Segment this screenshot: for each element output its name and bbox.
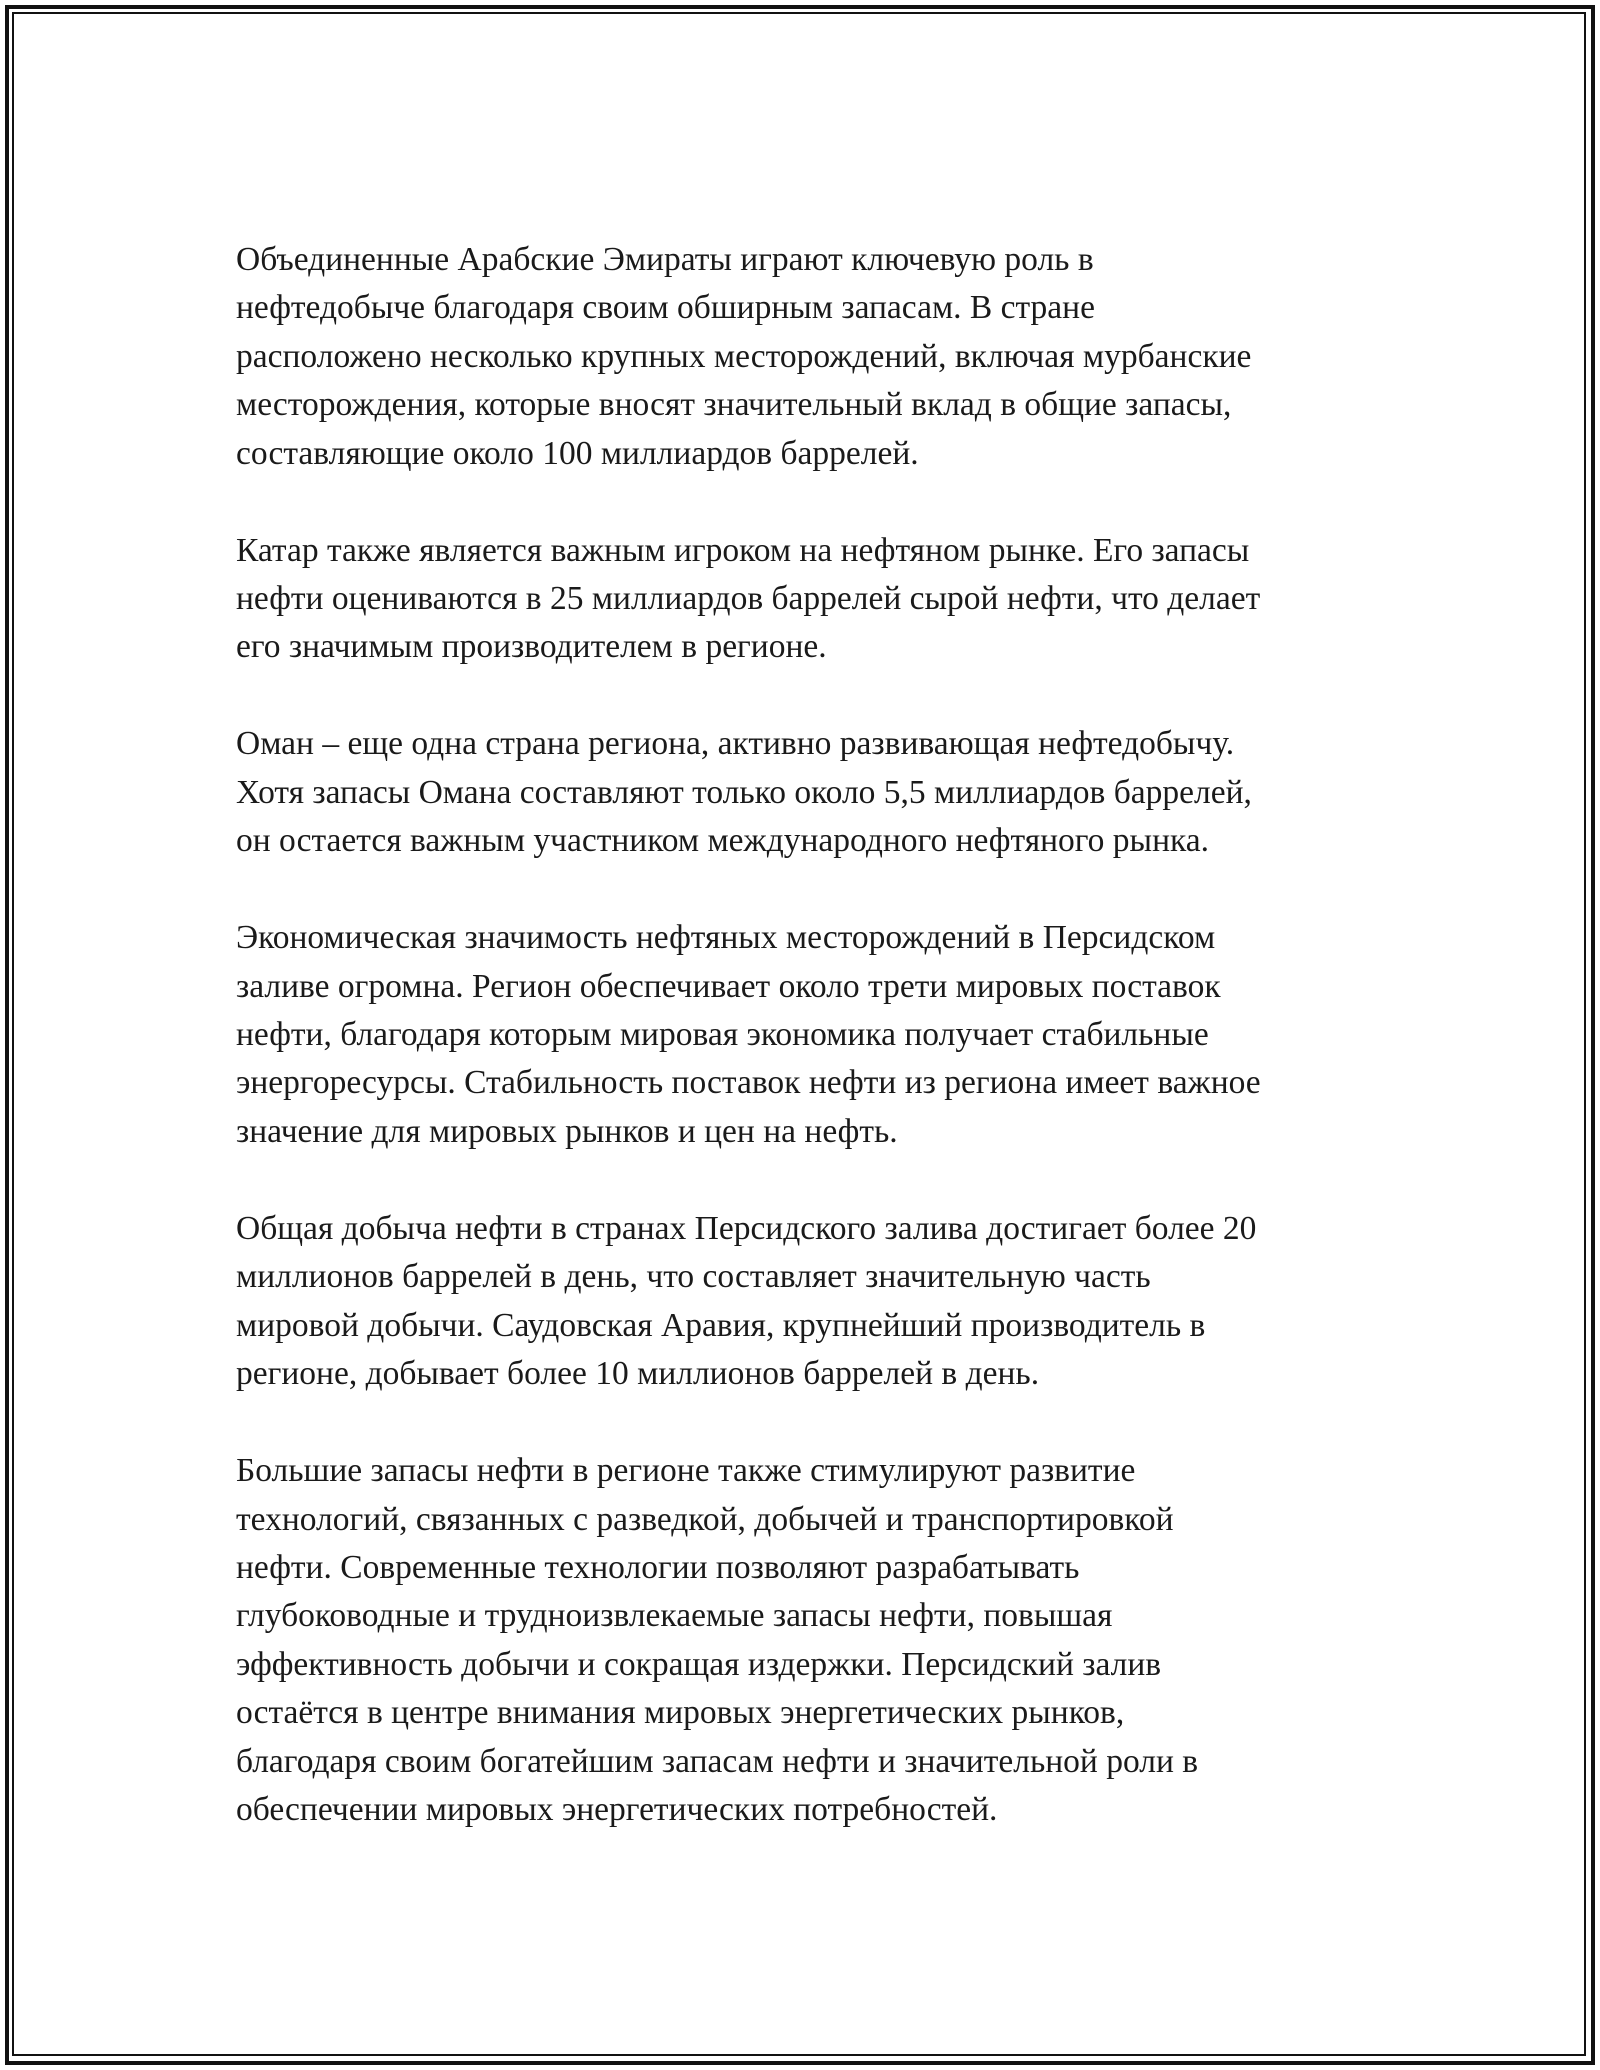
paragraph-oman bbox=[236, 720, 1376, 865]
paragraph-economic-significance bbox=[236, 914, 1376, 1156]
text-line: Экономическая значимость нефтяных месторождений в Персидском bbox=[236, 919, 1216, 957]
text-line: Катар также является важным игроком на нефтяном рынке. Его запасы bbox=[236, 531, 1250, 569]
text-line: нефти. Современные технологии позволяют разрабатывать bbox=[236, 1548, 1080, 1586]
text-line: Оман – еще одна страна региона, активно развивающая нефтедобычу. bbox=[236, 725, 1235, 763]
text-line: остаётся в центре внимания мировых энергетических рынков, bbox=[236, 1694, 1125, 1732]
text-line: нефти оцениваются в 25 миллиардов баррелей сырой нефти, что делает bbox=[236, 580, 1261, 618]
text-line: Общая добыча нефти в странах Персидского залива достигает более 20 bbox=[236, 1209, 1257, 1247]
text-line: энергоресурсы. Стабильность поставок нефти из региона имеет важное bbox=[236, 1064, 1261, 1102]
text-line: месторождения, которые вносят значительный вклад в общие запасы, bbox=[236, 386, 1232, 424]
text-line: эффективность добычи и сокращая издержки. Персидский залив bbox=[236, 1645, 1162, 1683]
text-line: его значимым производителем в регионе. bbox=[236, 628, 827, 666]
paragraph-technology bbox=[236, 1447, 1376, 1834]
text-line: обеспечении мировых энергетических потребностей. bbox=[236, 1790, 998, 1828]
document-body bbox=[236, 236, 1376, 1883]
paragraph-total-production bbox=[236, 1205, 1376, 1399]
text-line: нефти, благодаря которым мировая экономика получает стабильные bbox=[236, 1016, 1209, 1054]
text-line: расположено несколько крупных месторождений, включая мурбанские bbox=[236, 337, 1252, 375]
text-line: миллионов баррелей в день, что составляет значительную часть bbox=[236, 1258, 1151, 1296]
text-line: Большие запасы нефти в регионе также стимулируют развитие bbox=[236, 1452, 1136, 1490]
text-line: Объединенные Арабские Эмираты играют ключевую роль в bbox=[236, 241, 1094, 278]
text-line: Хотя запасы Омана составляют только около 5,5 миллиардов баррелей, bbox=[236, 773, 1252, 811]
paragraph-qatar bbox=[236, 527, 1376, 672]
text-line: он остается важным участником международного нефтяного рынка. bbox=[236, 822, 1210, 860]
text-line: глубоководные и трудноизвлекаемые запасы нефти, повышая bbox=[236, 1597, 1113, 1635]
text-line: технологий, связанных с разведкой, добычей и транспортировкой bbox=[236, 1500, 1174, 1538]
text-line: благодаря своим богатейшим запасам нефти и значительной роли в bbox=[236, 1742, 1199, 1780]
text-line: регионе, добывает более 10 миллионов баррелей в день. bbox=[236, 1355, 1040, 1393]
text-line: заливе огромна. Регион обеспечивает около трети мировых поставок bbox=[236, 967, 1221, 1005]
text-line: составляющие около 100 миллиардов баррелей. bbox=[236, 434, 919, 472]
paragraph-uae bbox=[236, 236, 1376, 478]
text-line: мировой добычи. Саудовская Аравия, крупнейший производитель в bbox=[236, 1306, 1206, 1344]
text-line: нефтедобыче благодаря своим обширным запасам. В стране bbox=[236, 289, 1095, 327]
text-line: значение для мировых рынков и цен на нефть. bbox=[236, 1112, 898, 1150]
